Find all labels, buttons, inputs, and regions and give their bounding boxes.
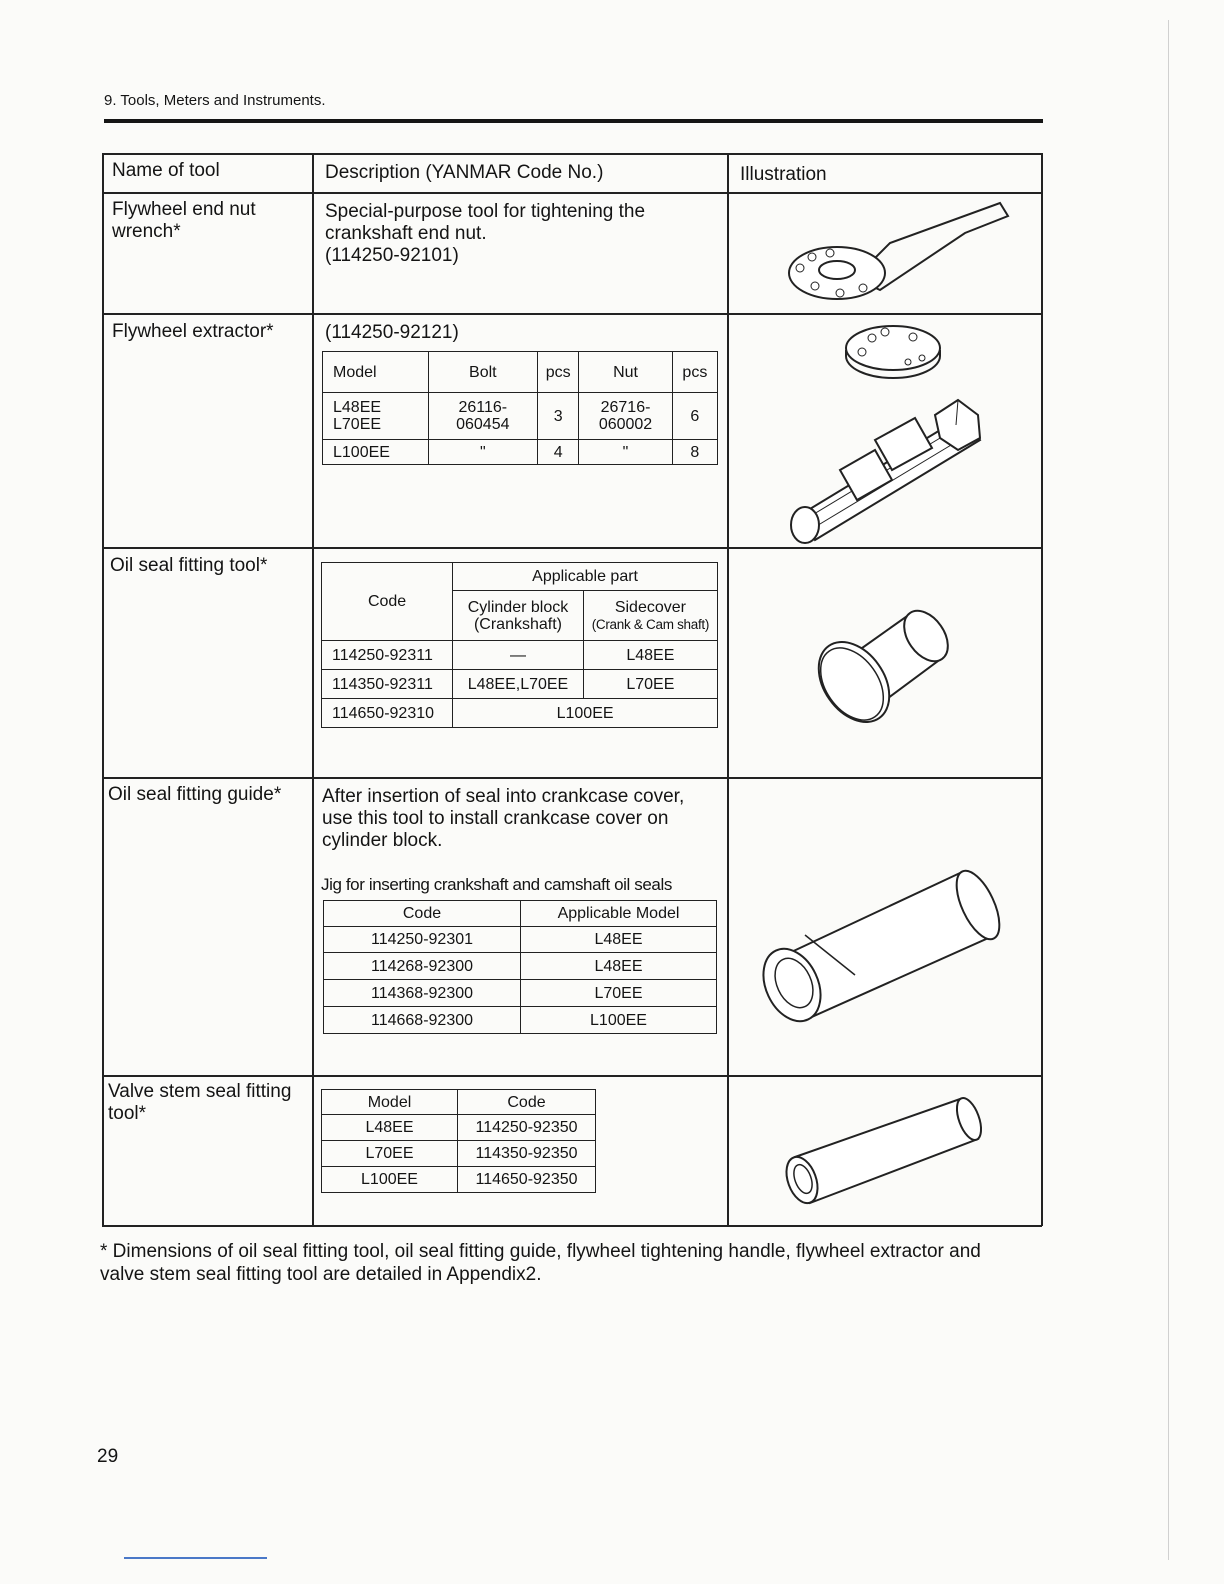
valve-stem-tool-icon	[780, 1095, 990, 1210]
column-header-description: Description (YANMAR Code No.)	[325, 162, 604, 183]
table-cell: L48EE	[521, 953, 717, 980]
table-cell: 6	[672, 393, 717, 440]
table-cell: 114350-92350	[458, 1141, 596, 1167]
table-header: Code	[324, 901, 521, 927]
table-cell: L48EE	[521, 927, 717, 953]
table-cell: L100EE	[323, 440, 429, 465]
table-cell: L48EE	[322, 1115, 458, 1141]
table-header: Model	[322, 1090, 458, 1115]
table-cell: L100EE	[322, 1167, 458, 1193]
table-cell: 114668-92300	[324, 1007, 521, 1034]
header-rule	[104, 119, 1043, 123]
tool-name: Flywheel end nut wrench*	[112, 199, 256, 242]
page-edge	[1168, 20, 1169, 1560]
page-number: 29	[97, 1446, 119, 1467]
section-title: 9. Tools, Meters and Instruments.	[104, 92, 326, 109]
table-header: pcs	[672, 352, 717, 393]
tool-code: (114250-92121)	[325, 322, 459, 343]
table-cell: L48EE	[583, 641, 717, 670]
table-header: Bolt	[428, 352, 538, 393]
table-cell: 8	[672, 440, 717, 465]
footnote: * Dimensions of oil seal fitting tool, oil seal fitting guide, flywheel tightening handle, flywheel extractor and valve stem seal fitting tool are detailed in Appendix2.	[100, 1241, 981, 1285]
description-line: use this tool to install crankcase cover on	[322, 808, 669, 829]
table-cell: 114268-92300	[324, 953, 521, 980]
description-line: cylinder block.	[322, 830, 443, 851]
flywheel-extractor-icon	[780, 320, 1010, 545]
table-cell: 114650-92350	[458, 1167, 596, 1193]
table-cell: L100EE	[453, 699, 718, 728]
bottom-mark	[124, 1557, 267, 1559]
table-cell: 3	[538, 393, 579, 440]
description-line: (114250-92101)	[325, 245, 459, 266]
table-cell: L48EE,L70EE	[453, 670, 584, 699]
flywheel-extractor-table	[322, 351, 718, 465]
table-cell: L100EE	[521, 1007, 717, 1034]
table-header: Code	[322, 563, 453, 641]
description-line: Special-purpose tool for tightening the	[325, 201, 646, 222]
table-cell: "	[428, 440, 538, 465]
table-cell: 26116- 060454	[428, 393, 538, 440]
flywheel-wrench-icon	[785, 198, 1015, 308]
tool-name: Oil seal fitting guide*	[108, 784, 282, 805]
valve-stem-tool-table	[321, 1089, 596, 1193]
table-cell: L70EE	[322, 1141, 458, 1167]
table-cell: —	[453, 641, 584, 670]
table-cell: "	[579, 440, 672, 465]
description-line: After insertion of seal into crankcase cover,	[322, 786, 685, 807]
table-cell: 26716- 060002	[579, 393, 672, 440]
table-header: Applicable Model	[521, 901, 717, 927]
table-cell: L70EE	[521, 980, 717, 1007]
table-cell: 114250-92301	[324, 927, 521, 953]
table-cell: 114650-92310	[322, 699, 453, 728]
table-header: Code	[458, 1090, 596, 1115]
oil-seal-tool-table	[321, 562, 718, 728]
table-cell: L70EE	[583, 670, 717, 699]
table-header: Cylinder block (Crankshaft)	[453, 591, 584, 641]
oil-seal-tool-icon	[810, 600, 960, 735]
sidecover-sublabel: (Crank & Cam shaft)	[591, 616, 710, 632]
table-header: pcs	[538, 352, 579, 393]
description-line: crankshaft end nut.	[325, 223, 487, 244]
table-header: Model	[323, 352, 429, 393]
oil-seal-guide-icon	[760, 865, 1010, 1030]
tool-name: Valve stem seal fitting tool*	[108, 1081, 292, 1124]
table-header: Applicable part	[453, 563, 718, 591]
table-cell: 114350-92311	[322, 670, 453, 699]
table-cell: 114368-92300	[324, 980, 521, 1007]
table-header: Nut	[579, 352, 672, 393]
table-header-sidecover	[583, 591, 717, 641]
jig-caption: Jig for inserting crankshaft and camshaft oil seals	[321, 875, 672, 894]
oil-seal-guide-table	[323, 900, 717, 1034]
table-cell: 4	[538, 440, 579, 465]
table-cell: L48EE L70EE	[323, 393, 429, 440]
tool-name: Flywheel extractor*	[112, 321, 274, 342]
sidecover-label: Sidecover	[614, 598, 686, 616]
column-header-illustration: Illustration	[740, 164, 827, 185]
table-cell: 114250-92311	[322, 641, 453, 670]
column-header-name: Name of tool	[112, 160, 220, 181]
tool-name: Oil seal fitting tool*	[110, 555, 268, 576]
table-cell: 114250-92350	[458, 1115, 596, 1141]
